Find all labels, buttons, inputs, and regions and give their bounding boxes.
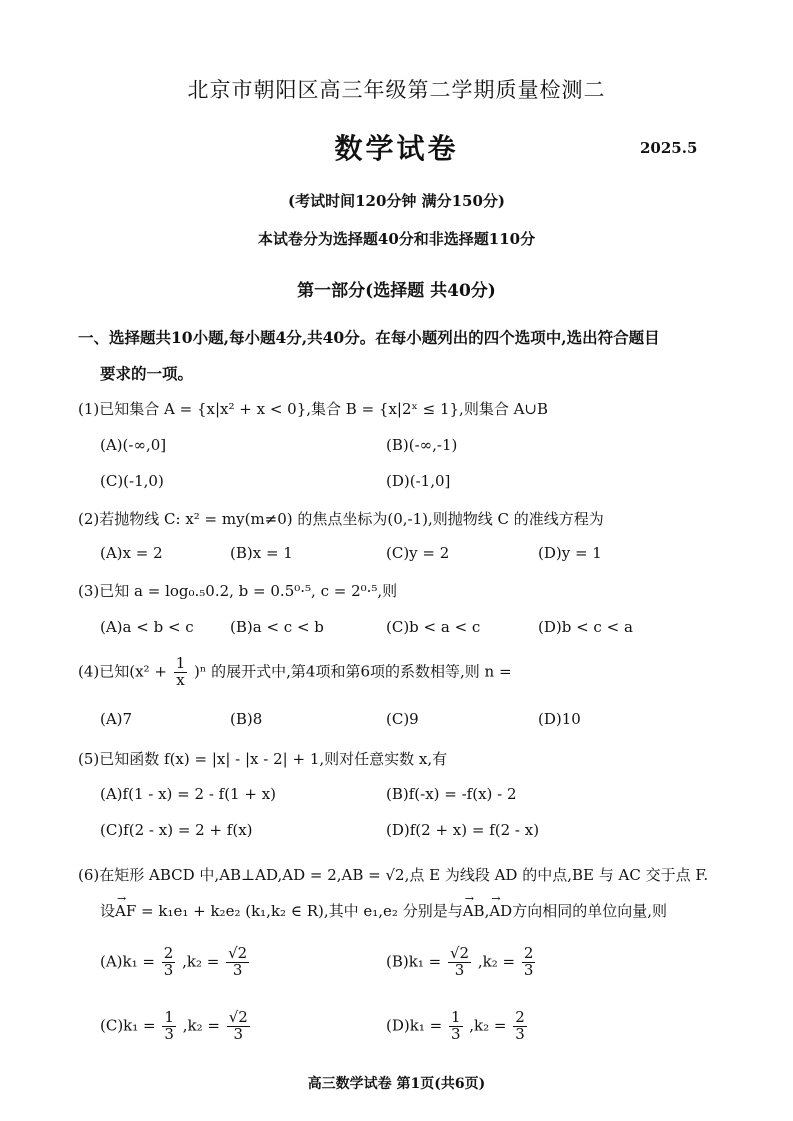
question-1-option-b: (B)(-∞,-1) [386, 436, 458, 454]
question-6-option-b [386, 946, 537, 979]
header-title: 北京市朝阳区高三年级第二学期质量检测二 [187, 78, 606, 102]
question-3-stem: (3)已知 a = log₀.₅0.2, b = 0.5⁰·⁵, c = 2⁰·⁵,则 [78, 582, 398, 600]
fraction-k2 [226, 946, 249, 979]
vector-ad: → AD [489, 902, 512, 920]
fraction-denominator: 3 [164, 1024, 174, 1043]
question-5-stem: (5)已知函数 f(x) = |x| - |x - 2| + 1,则对任意实数 x,有 [78, 750, 448, 768]
fraction-numerator: √2 [228, 1008, 248, 1026]
question-1-option-c: (C)(-1,0) [100, 472, 164, 490]
question-2-option-d: (D)y = 1 [538, 544, 602, 562]
vector-ab: → AB [463, 902, 485, 920]
question-4-stem-prefix: (4)已知(x² + [78, 662, 167, 681]
fraction-numerator: 2 [515, 1008, 525, 1026]
option-text: ,k₂ = [182, 952, 220, 971]
stem-text: , [484, 902, 490, 920]
option-text: (C)k₁ = [100, 1016, 156, 1035]
fraction-k1 [449, 1010, 463, 1043]
page-footer: 高三数学试卷 第1页(共6页) [307, 1076, 486, 1092]
question-1-option-d: (D)(-1,0] [386, 472, 451, 490]
fraction-numerator: 2 [163, 944, 174, 962]
fraction-k2 [522, 946, 536, 979]
question-3-option-c: (C)b < a < c [386, 618, 481, 636]
fraction-denominator: x [176, 670, 185, 689]
question-4-option-c: (C)9 [386, 710, 419, 728]
fraction-denominator: 3 [454, 960, 465, 979]
vector-af: → AF [115, 902, 136, 920]
fraction-denominator: 3 [523, 960, 534, 979]
option-text: ,k₂ = [182, 1016, 220, 1035]
part-title: 第一部分(选择题 共40分) [297, 281, 496, 301]
stem-text: 方向相同的单位向量,则 [512, 902, 667, 920]
question-6-option-a [100, 946, 251, 979]
question-6-stem-line-1: (6)在矩形 ABCD 中,AB⊥AD,AD = 2,AB = √2,点 E 为线段 AD 的中点,BE 与 AC 交于点 F. [78, 866, 709, 884]
instruction-line-1: 一、选择题共10小题,每小题4分,共40分。在每小题列出的四个选项中,选出符合题目 [78, 328, 660, 347]
fraction-numerator: √2 [449, 944, 470, 962]
option-text: (B)k₁ = [386, 952, 442, 971]
question-5-option-b: (B)f(-x) = -f(x) - 2 [386, 785, 517, 803]
question-4-option-b: (B)8 [230, 710, 263, 728]
stem-text: 设 [100, 902, 116, 920]
question-4-option-a: (A)7 [100, 710, 133, 728]
question-1-option-a: (A)(-∞,0] [100, 436, 167, 454]
fraction-k1 [162, 1010, 176, 1043]
fraction-numerator: 1 [175, 654, 186, 672]
question-5-option-a: (A)f(1 - x) = 2 - f(1 + x) [100, 785, 277, 803]
question-5-option-c: (C)f(2 - x) = 2 + f(x) [100, 821, 253, 839]
option-text: ,k₂ = [469, 1016, 507, 1035]
question-2-stem: (2)若抛物线 C: x² = my(m≠0) 的焦点坐标为(0,-1),则抛物线 C 的准线方程为 [78, 510, 604, 528]
stem-text: = k₁e₁ + k₂e₂ (k₁,k₂ ∈ R),其中 e₁,e₂ 分别是与 [136, 902, 463, 920]
question-4-option-d: (D)10 [538, 710, 581, 728]
fraction-numerator: 2 [523, 944, 534, 962]
fraction-k1 [162, 946, 176, 979]
fraction-denominator: 3 [515, 1024, 525, 1043]
fraction-numerator: √2 [228, 944, 248, 962]
exam-date: 2025.5 [640, 139, 698, 157]
option-text: (D)k₁ = [386, 1016, 443, 1035]
exam-title: 数学试卷 [334, 132, 459, 165]
question-5-option-d: (D)f(2 + x) = f(2 - x) [386, 821, 540, 839]
question-6-option-c [100, 1010, 252, 1043]
fraction-k2 [513, 1010, 527, 1043]
instruction-line-2: 要求的一项。 [100, 364, 194, 383]
question-6-stem-line-2 [100, 900, 667, 921]
question-2-option-a: (A)x = 2 [100, 544, 163, 562]
option-text: (A)k₁ = [100, 952, 155, 971]
question-2-option-c: (C)y = 2 [386, 544, 450, 562]
question-3-option-a: (A)a < b < c [100, 618, 194, 636]
question-4-stem-suffix: )ⁿ 的展开式中,第4项和第6项的系数相等,则 n = [194, 662, 512, 681]
question-6-option-d [386, 1010, 529, 1043]
fraction-numerator: 1 [164, 1008, 174, 1026]
fraction-denominator: 3 [232, 960, 243, 979]
fraction-denominator: 3 [163, 960, 174, 979]
fraction-numerator: 1 [450, 1008, 461, 1026]
option-text: ,k₂ = [477, 952, 516, 971]
fraction-denominator: 3 [450, 1024, 461, 1043]
question-3-option-d: (D)b < c < a [538, 618, 633, 636]
question-4-fraction [174, 656, 188, 689]
question-3-option-b: (B)a < c < b [230, 618, 324, 636]
fraction-denominator: 3 [233, 1024, 244, 1043]
question-4-stem [78, 656, 512, 689]
question-1-stem: (1)已知集合 A = {x|x² + x < 0},集合 B = {x|2ˣ ≤ 1},则集合 A∪B [78, 400, 549, 418]
exam-time-info: (考试时间120分钟 满分150分) [287, 192, 506, 210]
fraction-k2 [227, 1010, 250, 1043]
exam-split-info: 本试卷分为选择题40分和非选择题110分 [257, 230, 536, 248]
question-2-option-b: (B)x = 1 [230, 544, 293, 562]
fraction-k1 [448, 946, 471, 979]
